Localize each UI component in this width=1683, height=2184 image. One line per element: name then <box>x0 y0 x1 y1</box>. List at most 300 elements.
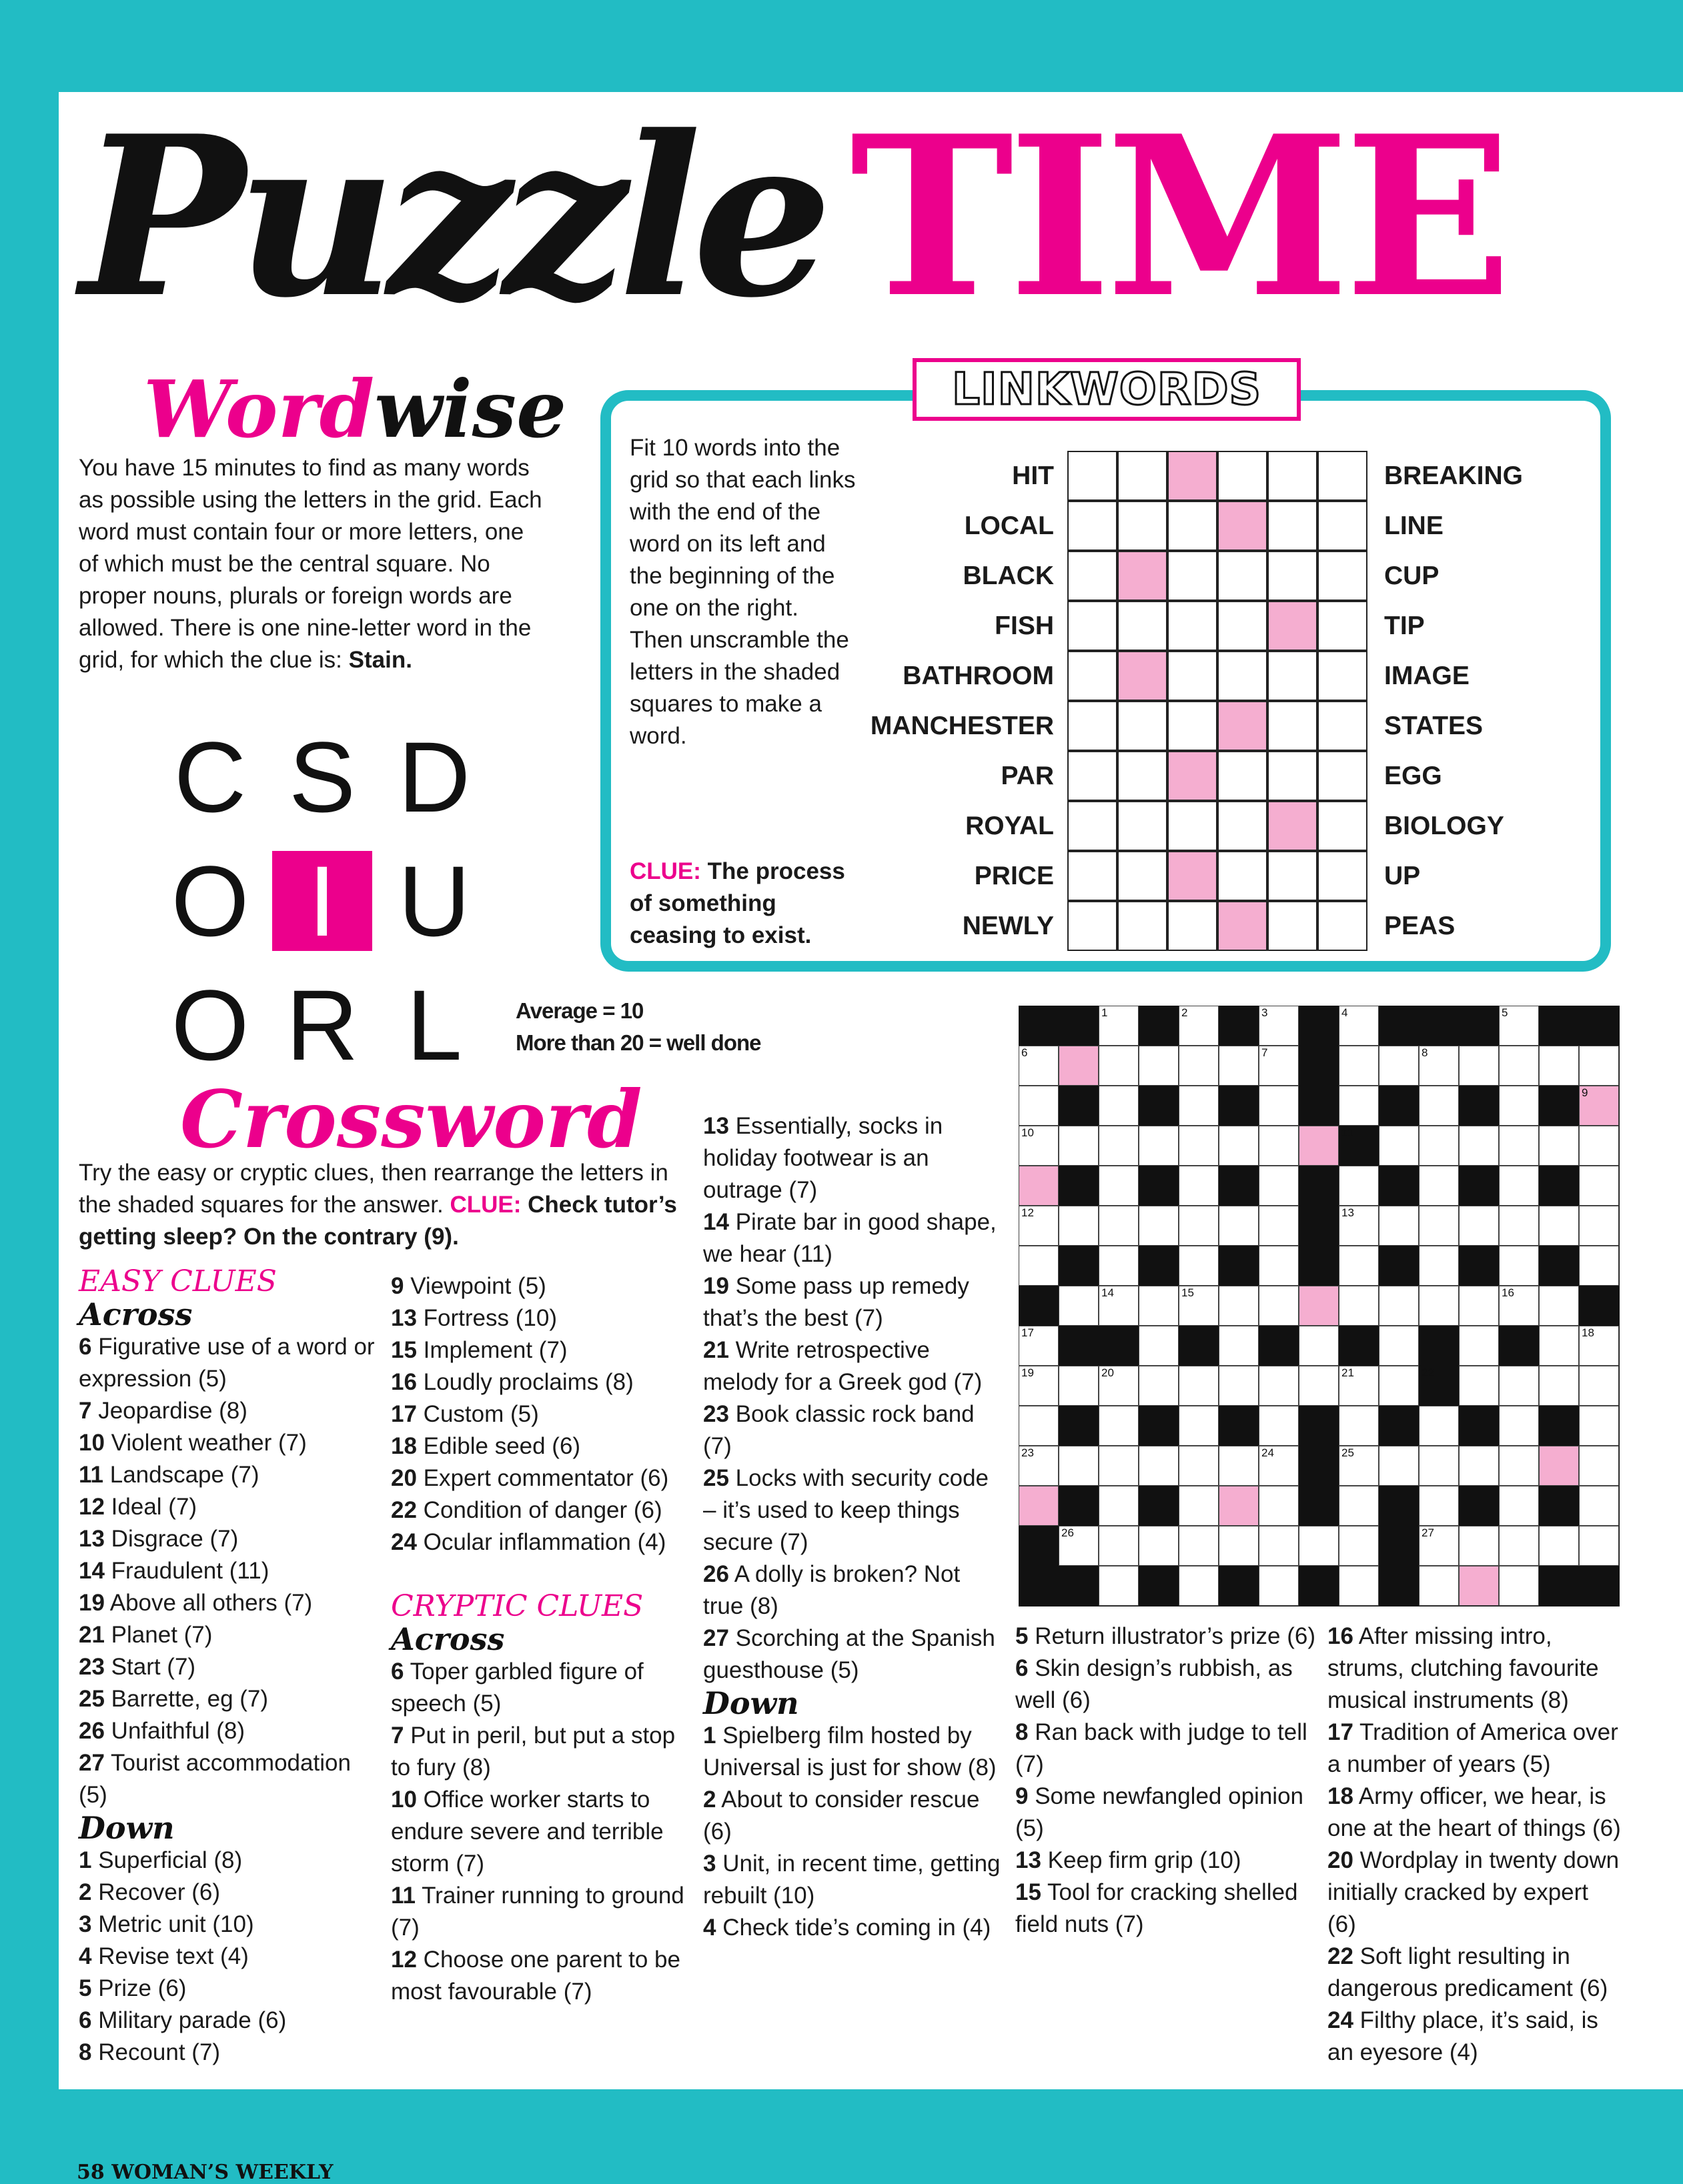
clue-number: 4 <box>79 1943 92 1969</box>
linkword-right: UP <box>1384 862 1421 890</box>
crossword-cell[interactable] <box>1219 1286 1259 1326</box>
crossword-cell[interactable] <box>1219 1486 1259 1526</box>
clue-item <box>1327 1717 1621 1781</box>
linkword-cell[interactable] <box>1117 851 1167 901</box>
crossword-cell[interactable] <box>1379 1286 1419 1326</box>
clue-text: A dolly is broken? Not true (8) <box>703 1561 961 1619</box>
clue-number: 14 <box>79 1558 105 1584</box>
crossword-cell[interactable] <box>1379 1206 1419 1246</box>
crossword-cell[interactable] <box>1019 1486 1059 1526</box>
crossword-cell[interactable] <box>1019 1086 1059 1126</box>
clue-text: Recount (7) <box>98 2039 221 2065</box>
linkword-cell[interactable] <box>1317 801 1367 851</box>
clue-text: Write retrospective melody for a Greek god (7) <box>703 1337 983 1395</box>
clue-item <box>703 1110 1007 1206</box>
clue-item <box>1327 1941 1621 2005</box>
crossword-cell[interactable] <box>1179 1446 1219 1486</box>
clue-number: 22 <box>1327 1943 1353 1969</box>
crossword-cell[interactable] <box>1099 1446 1139 1486</box>
linkword-cell[interactable] <box>1317 651 1367 701</box>
linkword-cell[interactable] <box>1067 601 1117 651</box>
crossword-cell[interactable] <box>1219 1366 1259 1406</box>
clue-item <box>79 1523 379 1555</box>
crossword-cell[interactable] <box>1099 1486 1139 1526</box>
linkword-cell[interactable] <box>1117 451 1167 501</box>
crossword-cell[interactable] <box>1499 1206 1539 1246</box>
crossword-cell[interactable] <box>1099 1166 1139 1206</box>
clue-text: Check tide’s coming in (4) <box>722 1915 991 1941</box>
crossword-cell[interactable] <box>1139 1526 1179 1566</box>
clue-text: Army officer, we hear, is one at the heart of things (6) <box>1327 1783 1621 1841</box>
crossword-cell[interactable] <box>1379 1326 1419 1366</box>
crossword-cell[interactable] <box>1579 1166 1619 1206</box>
crossword-cell[interactable] <box>1579 1246 1619 1286</box>
linkword-cell[interactable] <box>1067 751 1117 801</box>
crossword-cell[interactable] <box>1179 1486 1219 1526</box>
crossword-cell[interactable] <box>1339 1286 1379 1326</box>
crossword-cell[interactable] <box>1099 1046 1139 1086</box>
crossword-cell[interactable] <box>1339 1486 1379 1526</box>
crossword-cell[interactable] <box>1499 1486 1539 1526</box>
crossword-cell[interactable] <box>1259 1086 1299 1126</box>
linkword-cell[interactable] <box>1317 451 1367 501</box>
linkword-right: BREAKING <box>1384 461 1524 490</box>
crossword-cell[interactable] <box>1299 1526 1339 1566</box>
clue-number: 25 <box>703 1465 729 1491</box>
linkword-cell[interactable] <box>1117 551 1167 601</box>
linkword-cell[interactable] <box>1217 901 1267 951</box>
clue-item <box>79 1427 379 1459</box>
clue-text: Some newfangled opinion (5) <box>1015 1783 1303 1841</box>
linkword-cell[interactable] <box>1267 501 1317 551</box>
crossword-cell-number: 9 <box>1582 1086 1588 1099</box>
clue-item <box>1327 1620 1621 1717</box>
crossword-cell[interactable] <box>1179 1206 1219 1246</box>
crossword-cell[interactable] <box>1099 1526 1139 1566</box>
crossword-cell[interactable] <box>1539 1526 1579 1566</box>
linkword-cell[interactable] <box>1117 651 1167 701</box>
clue-number: 19 <box>79 1590 105 1616</box>
clue-text: After missing intro, strums, clutching favourite musical instruments (8) <box>1327 1623 1599 1713</box>
crossword-cell[interactable] <box>1059 1446 1099 1486</box>
linkword-cell[interactable] <box>1317 701 1367 751</box>
linkword-cell[interactable] <box>1167 701 1217 751</box>
crossword-cell[interactable] <box>1059 1206 1099 1246</box>
clue-number: 3 <box>79 1911 92 1937</box>
crossword-cell[interactable] <box>1459 1566 1499 1606</box>
crossword-cell[interactable] <box>1259 1206 1299 1246</box>
clue-item <box>79 1845 379 1877</box>
clue-text: Wordplay in twenty down initially cracked by expert (6) <box>1327 1847 1620 1937</box>
clue-text: Planet (7) <box>111 1622 213 1648</box>
linkword-cell[interactable] <box>1167 601 1217 651</box>
crossword-cell[interactable] <box>1099 1086 1139 1126</box>
crossword-cell[interactable] <box>1179 1086 1219 1126</box>
crossword-cell[interactable] <box>1579 1446 1619 1486</box>
crossword-cell[interactable] <box>1339 1246 1379 1286</box>
crossword-cell[interactable] <box>1579 1406 1619 1446</box>
linkword-cell[interactable] <box>1267 851 1317 901</box>
clue-text: Revise text (4) <box>98 1943 249 1969</box>
crossword-cell[interactable] <box>1339 1166 1379 1206</box>
clue-number: 6 <box>1015 1655 1029 1681</box>
crossword-cell[interactable] <box>1379 1126 1419 1166</box>
crossword-cell[interactable] <box>1419 1166 1459 1206</box>
crossword-cell[interactable] <box>1259 1366 1299 1406</box>
crossword-cell-number: 16 <box>1502 1286 1514 1299</box>
crossword-cell[interactable] <box>1259 1526 1299 1566</box>
linkword-cell[interactable] <box>1067 801 1117 851</box>
crossword-cell[interactable] <box>1139 1366 1179 1406</box>
crossword-cell[interactable] <box>1219 1126 1259 1166</box>
linkword-cell[interactable] <box>1117 601 1167 651</box>
crossword-cell[interactable] <box>1499 1126 1539 1166</box>
crossword-cell[interactable] <box>1459 1046 1499 1086</box>
crossword-cell[interactable] <box>1499 1566 1539 1606</box>
clue-number: 8 <box>79 2039 92 2065</box>
linkword-cell[interactable] <box>1067 701 1117 751</box>
clue-item <box>391 1656 691 1720</box>
clue-item <box>79 1651 379 1683</box>
linkword-cell[interactable] <box>1167 501 1217 551</box>
crossword-cell[interactable] <box>1339 1566 1379 1606</box>
clue-item <box>1327 1845 1621 1941</box>
crossword-cell[interactable] <box>1339 1526 1379 1566</box>
crossword-cell[interactable] <box>1139 1446 1179 1486</box>
crossword-cell[interactable] <box>1299 1286 1339 1326</box>
crossword-cell[interactable] <box>1459 1366 1499 1406</box>
linkword-cell[interactable] <box>1267 801 1317 851</box>
crossword-cell[interactable] <box>1579 1126 1619 1166</box>
crossword-cell[interactable] <box>1419 1246 1459 1286</box>
clue-number: 3 <box>703 1851 716 1877</box>
crossword-cell[interactable] <box>1259 1126 1299 1166</box>
crossword-cell[interactable] <box>1499 1446 1539 1486</box>
crossword-cell[interactable] <box>1099 1246 1139 1286</box>
crossword-cell[interactable] <box>1099 1406 1139 1446</box>
crossword-cell[interactable] <box>1019 1246 1059 1286</box>
linkword-cell[interactable] <box>1117 901 1167 951</box>
crossword-cell[interactable] <box>1179 1406 1219 1446</box>
linkword-cell[interactable] <box>1117 501 1167 551</box>
crossword-cell[interactable] <box>1059 1366 1099 1406</box>
clue-item <box>79 1683 379 1715</box>
crossword-cell[interactable] <box>1539 1326 1579 1366</box>
linkword-cell[interactable] <box>1267 451 1317 501</box>
score-good: More than 20 = well done <box>516 1030 761 1055</box>
crossword-cell[interactable] <box>1139 1206 1179 1246</box>
clue-text: Filthy place, it’s said, is an eyesore (4) <box>1327 2007 1598 2065</box>
crossword-cell[interactable] <box>1259 1286 1299 1326</box>
crossword-intro-text: Try the easy or cryptic clues, then rearrange the letters in the shaded squares for the answer. <box>79 1160 668 1218</box>
wordwise-letter: R <box>286 969 359 1081</box>
clue-number: 11 <box>391 1883 416 1909</box>
crossword-cell[interactable] <box>1139 1286 1179 1326</box>
crossword-cell[interactable] <box>1259 1566 1299 1606</box>
crossword-cell[interactable] <box>1459 1446 1499 1486</box>
crossword-cell-number: 3 <box>1261 1006 1268 1019</box>
clue-item <box>79 1619 379 1651</box>
linkword-cell[interactable] <box>1317 501 1367 551</box>
wordwise-title <box>143 363 567 455</box>
linkword-cell[interactable] <box>1067 851 1117 901</box>
linkword-cell[interactable] <box>1217 551 1267 601</box>
crossword-cell[interactable] <box>1179 1246 1219 1286</box>
crossword-cell[interactable] <box>1299 1126 1339 1166</box>
crossword-cell[interactable] <box>1379 1366 1419 1406</box>
clue-text: Ocular inflammation (4) <box>423 1529 666 1555</box>
clue-text: Book classic rock band (7) <box>703 1401 975 1459</box>
linkword-cell[interactable] <box>1167 801 1217 851</box>
clue-item <box>703 1206 1007 1270</box>
crossword-cell[interactable] <box>1499 1046 1539 1086</box>
headline-word-time: TIME <box>850 87 1507 346</box>
wordwise-letter: C <box>173 721 247 833</box>
crossword-cell[interactable] <box>1259 1166 1299 1206</box>
clue-number: 10 <box>391 1787 417 1813</box>
clue-item <box>79 1395 379 1427</box>
clue-item <box>79 2037 379 2069</box>
crossword-cell[interactable] <box>1499 1166 1539 1206</box>
clue-number: 15 <box>391 1337 417 1363</box>
crossword-cell[interactable] <box>1379 1046 1419 1086</box>
crossword-cell[interactable] <box>1179 1046 1219 1086</box>
clue-number: 27 <box>79 1750 105 1776</box>
linkword-cell[interactable] <box>1267 751 1317 801</box>
clue-text: Recover (6) <box>98 1879 221 1905</box>
crossword-cell[interactable] <box>1059 1286 1099 1326</box>
wordwise-title-pink: Word <box>143 363 375 455</box>
easy-down-list-part1 <box>79 1845 379 2069</box>
crossword-cell-number: 7 <box>1261 1046 1268 1059</box>
crossword-cell-number: 21 <box>1341 1366 1354 1379</box>
easy-clues-heading: EASY CLUES <box>79 1264 277 1298</box>
crossword-cell[interactable] <box>1579 1366 1619 1406</box>
crossword-cell[interactable] <box>1059 1126 1099 1166</box>
linkword-cell[interactable] <box>1167 651 1217 701</box>
crossword-cell[interactable] <box>1539 1366 1579 1406</box>
wordwise-letter: I <box>272 851 372 951</box>
linkword-cell[interactable] <box>1267 601 1317 651</box>
clue-number: 26 <box>79 1718 105 1744</box>
linkword-cell[interactable] <box>1217 451 1267 501</box>
clue-number: 1 <box>703 1723 716 1749</box>
clue-text: Soft light resulting in dangerous predicament (6) <box>1327 1943 1608 2001</box>
clue-number: 8 <box>1015 1719 1029 1745</box>
clue-item <box>79 1909 379 1941</box>
crossword-cell[interactable] <box>1499 1246 1539 1286</box>
crossword-cell[interactable] <box>1259 1406 1299 1446</box>
clue-number: 2 <box>79 1879 92 1905</box>
crossword-cell[interactable] <box>1459 1206 1499 1246</box>
crossword-cell[interactable] <box>1139 1326 1179 1366</box>
clue-column-4 <box>1015 1620 1315 1941</box>
linkword-cell[interactable] <box>1317 601 1367 651</box>
clue-number: 20 <box>1327 1847 1353 1873</box>
wordwise-instructions <box>79 452 546 676</box>
crossword-cell[interactable] <box>1019 1406 1059 1446</box>
crossword-cell-number: 18 <box>1582 1326 1594 1339</box>
crossword-cell[interactable] <box>1219 1526 1259 1566</box>
linkword-cell[interactable] <box>1067 501 1117 551</box>
crossword-cell[interactable] <box>1539 1046 1579 1086</box>
clue-item <box>1327 1781 1621 1845</box>
crossword-cell[interactable] <box>1499 1366 1539 1406</box>
linkword-cell[interactable] <box>1267 701 1317 751</box>
crossword-cell[interactable] <box>1539 1126 1579 1166</box>
crossword-cell[interactable] <box>1179 1166 1219 1206</box>
linkword-cell[interactable] <box>1317 551 1367 601</box>
crossword-cell[interactable] <box>1219 1326 1259 1366</box>
linkword-cell[interactable] <box>1267 551 1317 601</box>
crossword-cell[interactable] <box>1259 1246 1299 1286</box>
crossword-cell[interactable] <box>1059 1046 1099 1086</box>
crossword-cell[interactable] <box>1219 1206 1259 1246</box>
linkword-cell[interactable] <box>1217 751 1267 801</box>
crossword-cell[interactable] <box>1139 1046 1179 1086</box>
clue-item <box>391 1526 691 1558</box>
linkword-cell[interactable] <box>1067 451 1117 501</box>
clue-text: Keep firm grip (10) <box>1047 1847 1241 1873</box>
crossword-cell[interactable] <box>1579 1526 1619 1566</box>
crossword-cell[interactable] <box>1419 1206 1459 1246</box>
crossword-cell[interactable] <box>1419 1126 1459 1166</box>
crossword-cell[interactable] <box>1419 1086 1459 1126</box>
cryptic-across-list-part2 <box>703 1110 1007 1687</box>
linkword-right: TIP <box>1384 612 1425 640</box>
wordwise-instructions-text: You have 15 minutes to find as many words as possible using the letters in the grid. Each word must contain four or more letters, one of which must be the central square. No proper nouns, plurals or foreign words are allowed. There is one nine-letter word in the grid, for which the clue is: <box>79 455 542 673</box>
crossword-cell[interactable] <box>1299 1366 1339 1406</box>
clue-number: 12 <box>391 1947 417 1973</box>
clue-text: Put in peril, but put a stop to fury (8) <box>391 1723 676 1781</box>
page-footer <box>77 2163 334 2183</box>
crossword-cell[interactable] <box>1579 1486 1619 1526</box>
crossword-cell[interactable] <box>1179 1366 1219 1406</box>
crossword-cell[interactable] <box>1499 1406 1539 1446</box>
crossword-cell[interactable] <box>1459 1526 1499 1566</box>
linkword-cell[interactable] <box>1217 851 1267 901</box>
linkword-cell[interactable] <box>1067 551 1117 601</box>
clue-item <box>391 1880 691 1944</box>
linkword-cell[interactable] <box>1117 751 1167 801</box>
easy-down-list-part2 <box>391 1270 691 1558</box>
clue-number: 17 <box>1327 1719 1353 1745</box>
linkword-cell[interactable] <box>1067 651 1117 701</box>
crossword-cell[interactable] <box>1579 1206 1619 1246</box>
clue-item <box>391 1494 691 1526</box>
crossword-cell[interactable] <box>1299 1326 1339 1366</box>
clue-text: Military parade (6) <box>98 2007 287 2033</box>
linkword-cell[interactable] <box>1167 901 1217 951</box>
linkword-cell[interactable] <box>1067 901 1117 951</box>
linkword-left: PRICE <box>974 862 1054 890</box>
clue-text: Jeopardise (8) <box>98 1398 247 1424</box>
clue-number: 18 <box>391 1433 417 1459</box>
clue-item <box>391 1302 691 1334</box>
crossword-cell[interactable] <box>1179 1566 1219 1606</box>
crossword-cell[interactable] <box>1099 1566 1139 1606</box>
linkword-cell[interactable] <box>1117 701 1167 751</box>
clue-number: 23 <box>703 1401 729 1427</box>
clue-text: Figurative use of a word or expression (5) <box>79 1334 375 1392</box>
linkword-cell[interactable] <box>1217 701 1267 751</box>
linkword-cell[interactable] <box>1167 751 1217 801</box>
linkword-cell[interactable] <box>1167 851 1217 901</box>
crossword-cell[interactable] <box>1139 1126 1179 1166</box>
linkwords-clue-label: CLUE: <box>630 858 701 884</box>
clue-column-5 <box>1327 1620 1621 2069</box>
clue-item <box>1015 1877 1315 1941</box>
crossword-cell[interactable] <box>1499 1086 1539 1126</box>
clue-column-2 <box>391 1270 691 2008</box>
crossword-cell[interactable] <box>1499 1526 1539 1566</box>
clue-text: Unfaithful (8) <box>111 1718 245 1744</box>
crossword-cell-number: 11 <box>1341 1126 1353 1139</box>
crossword-cell[interactable] <box>1459 1286 1499 1326</box>
crossword-cell-number: 19 <box>1021 1366 1034 1379</box>
linkword-left: HIT <box>1012 461 1054 490</box>
linkword-cell[interactable] <box>1217 601 1267 651</box>
linkword-cell[interactable] <box>1267 651 1317 701</box>
crossword-cell[interactable] <box>1419 1446 1459 1486</box>
crossword-cell[interactable] <box>1459 1126 1499 1166</box>
crossword-cell[interactable] <box>1259 1486 1299 1526</box>
crossword-cell[interactable] <box>1179 1126 1219 1166</box>
crossword-clue-text: Check tutor’s getting sleep? On the contrary (9). <box>79 1192 677 1250</box>
linkword-cell[interactable] <box>1167 451 1217 501</box>
linkword-cell[interactable] <box>1217 801 1267 851</box>
crossword-cell[interactable] <box>1019 1166 1059 1206</box>
linkword-cell[interactable] <box>1317 901 1367 951</box>
crossword-cell[interactable] <box>1539 1206 1579 1246</box>
crossword-cell[interactable] <box>1379 1446 1419 1486</box>
crossword-cell[interactable] <box>1579 1046 1619 1086</box>
clue-item <box>391 1334 691 1366</box>
clue-text: Disgrace (7) <box>111 1526 239 1552</box>
magazine-name: WOMAN’S WEEKLY <box>111 2161 334 2184</box>
crossword-cell[interactable] <box>1099 1206 1139 1246</box>
linkword-cell[interactable] <box>1217 651 1267 701</box>
clue-number: 9 <box>391 1273 404 1299</box>
linkword-cell[interactable] <box>1167 551 1217 601</box>
linkword-cell[interactable] <box>1217 501 1267 551</box>
linkword-cell[interactable] <box>1317 851 1367 901</box>
crossword-cell[interactable] <box>1459 1326 1499 1366</box>
crossword-cell-number: 2 <box>1181 1006 1188 1019</box>
crossword-cell[interactable] <box>1419 1566 1459 1606</box>
cryptic-clues-heading: CRYPTIC CLUES <box>391 1589 644 1623</box>
crossword-cell[interactable] <box>1179 1526 1219 1566</box>
linkword-cell[interactable] <box>1267 901 1317 951</box>
linkword-cell[interactable] <box>1317 751 1367 801</box>
clue-item <box>79 1941 379 1973</box>
crossword-cell[interactable] <box>1419 1406 1459 1446</box>
clue-item <box>703 1720 1007 1784</box>
crossword-cell[interactable] <box>1339 1046 1379 1086</box>
crossword-cell[interactable] <box>1099 1126 1139 1166</box>
crossword-cell[interactable] <box>1339 1086 1379 1126</box>
crossword-cell[interactable] <box>1539 1286 1579 1326</box>
crossword-cell[interactable] <box>1219 1046 1259 1086</box>
clue-text: Loudly proclaims (8) <box>423 1369 634 1395</box>
clue-text: Condition of danger (6) <box>423 1497 662 1523</box>
crossword-cell[interactable] <box>1419 1286 1459 1326</box>
crossword-cell[interactable] <box>1539 1446 1579 1486</box>
crossword-cell[interactable] <box>1419 1486 1459 1526</box>
crossword-cell[interactable] <box>1219 1446 1259 1486</box>
linkword-cell[interactable] <box>1117 801 1167 851</box>
crossword-cell[interactable] <box>1339 1406 1379 1446</box>
